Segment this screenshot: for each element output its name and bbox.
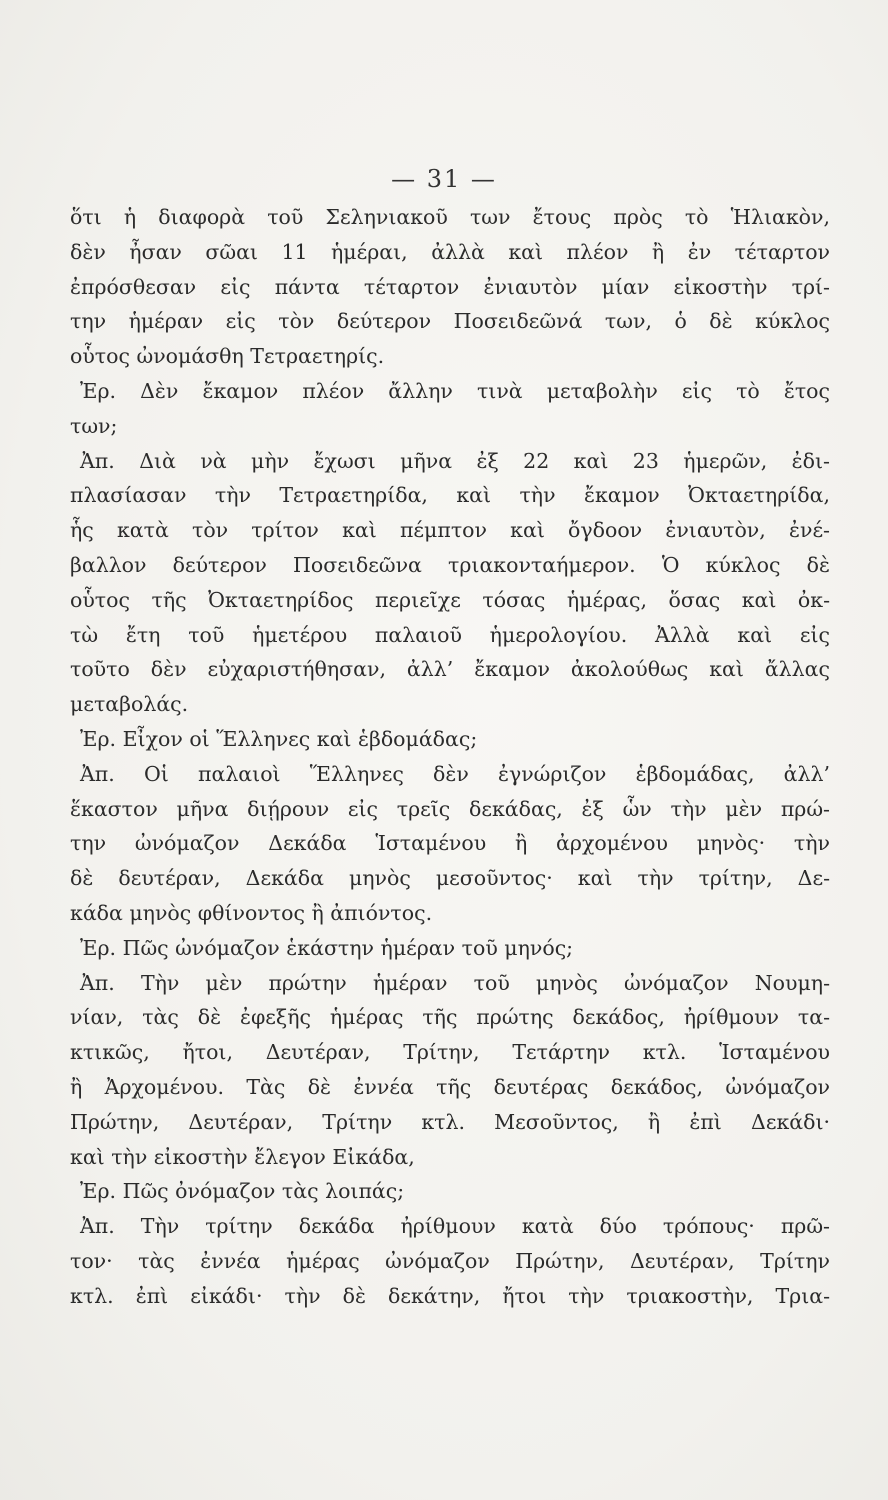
text-line-18: ἕκαστον μῆνα διῄρουν εἰς τρεῖς δεκάδας, ἐξ ὧν τὴν μὲν πρώ-	[70, 796, 830, 821]
text-line-11: βαλλον δεύτερον Ποσειδεῶνα τριακονταήμερον. Ὁ κύκλος δὲ	[70, 552, 830, 577]
text-line-26: ἢ Ἀρχομένου. Τὰς δὲ ἐννέα τῆς δευτέρας δεκάδος, ὠνόμαζον	[70, 1074, 830, 1099]
text-line-32: κτλ. ἐπὶ εἰκάδι· τὴν δὲ δεκάτην, ἤτοι τὴν τριακοστὴν, Τρια-	[70, 1283, 830, 1308]
text-line-25: κτικῶς, ἤτοι, Δευτέραν, Τρίτην, Τετάρτην κτλ. Ἱσταμένου	[70, 1040, 830, 1065]
text-line-8: Ἀπ. Διὰ νὰ μὴν ἔχωσι μῆνα ἐξ 22 καὶ 23 ἡμερῶν, ἐδι-	[80, 448, 830, 473]
text-line-20: δὲ δευτέραν, Δεκάδα μηνὸς μεσοῦντος· καὶ τὴν τρίτην, Δε-	[70, 866, 830, 891]
text-line-17: Ἀπ. Οἱ παλαιοὶ Ἕλληνες δὲν ἐγνώριζον ἑβδομάδας, ἀλλ’	[80, 761, 830, 786]
text-line-12: οὗτος τῆς Ὀκταετηρίδος περιεῖχε τόσας ἡμέρας, ὅσας καὶ ὀκ-	[70, 587, 830, 612]
text-line-15: μεταβολάς.	[70, 692, 189, 717]
text-line-5: οὗτος ὠνομάσθη Τετραετηρίς.	[70, 344, 385, 369]
text-line-4: την ἡμέραν εἰς τὸν δεύτερον Ποσειδεῶνά των, ὁ δὲ κύκλος	[70, 309, 830, 334]
text-line-1: ὅτι ἡ διαφορὰ τοῦ Σεληνιακοῦ των ἔτους πρὸς τὸ Ἡλιακὸν,	[70, 205, 830, 229]
text-line-3: ἐπρόσθεσαν εἰς πάντα τέταρτον ἐνιαυτὸν μίαν εἰκοστὴν τρί-	[70, 274, 830, 299]
text-line-9: πλασίασαν τὴν Τετραετηρίδα, καὶ τὴν ἔκαμον Ὀκταετηρίδα,	[70, 483, 830, 508]
text-line-23: Ἀπ. Τὴν μὲν πρώτην ἡμέραν τοῦ μηνὸς ὠνόμαζον Νουμη-	[80, 970, 830, 995]
text-line-13: τὼ ἔτη τοῦ ἡμετέρου παλαιοῦ ἡμερολογίου. Ἀλλὰ καὶ εἰς	[70, 622, 830, 647]
text-line-2: δὲν ἦσαν σῶαι 11 ἡμέραι, ἀλλὰ καὶ πλέον ἢ ἐν τέταρτον	[70, 239, 830, 264]
body-text	[70, 200, 830, 1314]
text-line-14: τοῦτο δὲν εὐχαριστήθησαν, ἀλλ’ ἔκαμον ἀκολούθως καὶ ἄλλας	[70, 657, 830, 682]
page-number: — 31 —	[391, 165, 497, 193]
text-line-22: Ἐρ. Πῶς ὠνόμαζον ἑκάστην ἡμέραν τοῦ μηνός;	[80, 935, 574, 960]
text-line-30: Ἀπ. Τὴν τρίτην δεκάδα ἠρίθμουν κατὰ δύο τρόπους· πρῶ-	[80, 1214, 830, 1239]
text-line-21: κάδα μηνὸς φθίνοντος ἢ ἀπιόντος.	[70, 900, 433, 925]
text-line-19: την ὠνόμαζον Δεκάδα Ἱσταμένου ἢ ἀρχομένου μηνὸς· τὴν	[70, 831, 830, 856]
text-line-27: Πρώτην, Δευτέραν, Τρίτην κτλ. Μεσοῦντος, ἢ ἐπὶ Δεκάδι·	[70, 1109, 830, 1134]
text-line-31: τον· τὰς ἐννέα ἡμέρας ὠνόμαζον Πρώτην, Δευτέραν, Τρίτην	[70, 1248, 830, 1273]
text-line-16: Ἐρ. Εἶχον οἱ Ἕλληνες καὶ ἑβδομάδας;	[80, 726, 478, 751]
text-line-10: ἧς κατὰ τὸν τρίτον καὶ πέμπτον καὶ ὄγδοον ἐνιαυτὸν, ἐνέ-	[70, 518, 830, 543]
text-line-7: των;	[70, 413, 118, 438]
text-line-29: Ἐρ. Πῶς ὀνόμαζον τὰς λοιπάς;	[80, 1179, 405, 1204]
text-line-6: Ἐρ. Δὲν ἔκαμον πλέον ἄλλην τινὰ μεταβολὴν εἰς τὸ ἔτος	[80, 378, 830, 403]
text-line-28: καὶ τὴν εἰκοστὴν ἔλεγον Εἰκάδα,	[70, 1144, 415, 1169]
text-line-24: νίαν, τὰς δὲ ἐφεξῆς ἡμέρας τῆς πρώτης δεκάδος, ἠρίθμουν τα-	[70, 1005, 830, 1030]
